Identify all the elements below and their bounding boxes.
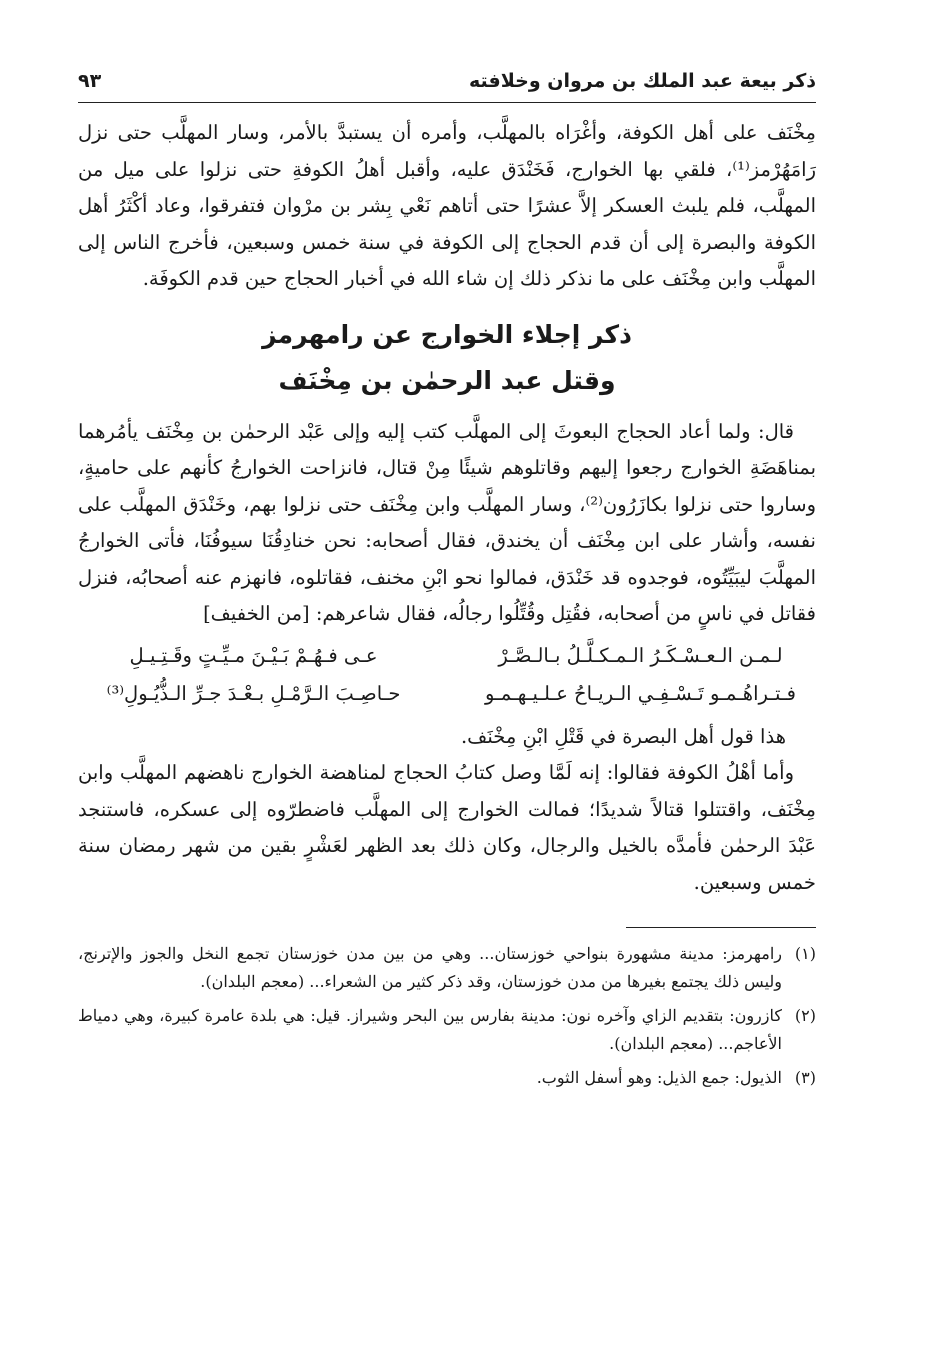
- body-paragraph-3: وأما أهْلُ الكوفة فقالوا: إنه لَمَّا وصل كتابُ الحجاج لمناهضة الخوارج ناهضهم المهلَّب وابن مِخْنَف، واقتتلوا قتالاً شديدًا؛ فمالت الخوارج إلى المهلَّب فاضطرّوه إلى عسكره، فاستنجد عَبْدَ الرحمٰن فأمدَّه بالخيل والرجال، وكان ذلك بعد الظهر لعَشْرٍ بقين من شهر رمضان سنة خمس وسبعين.: [78, 761, 816, 894]
- book-page: [78, 62, 816, 1352]
- poem-attribution: هذا قول أهل البصرة في قَتْلِ ابْنِ مِخْنَف.: [460, 724, 786, 748]
- footnote: [78, 1064, 816, 1092]
- footnote: [78, 1002, 816, 1058]
- section-heading-line-1: ذكر إجلاء الخوارج عن رامهرمز: [262, 319, 632, 349]
- footnote-number: (٣): [794, 1068, 816, 1087]
- body-paragraph-1: مِخْنَف على أهل الكوفة، وأغْرَاه بالمهلَّب، وأمره أن يستبدَّ بالأمر، وسار المهلَّب حتى نزل رَامَهُرْمز⁽¹⁾، فلقي بها الخوارج، فَخَنْدَق عليه، وأقبل أهلُ الكوفةِ حتى نزلوا على ميل من المهلَّب، فلم يلبث العسكر إلاَّ عشرًا حتى أتاهم نَعْي بِشر بن مرْوان فتفرقوا، وعاد أكْثَرُ أهل الكوفة والبصرة إلى أن قدم الحجاج إلى الكوفة في سنة خمس وسبعين، فأخرج الناس إلى المهلَّب وابن مِخْنَف على ما نذكر ذلك إن شاء الله في أخبار الحجاج حين قدم الكوفَة.: [78, 121, 816, 290]
- footnote-separator: [626, 927, 816, 928]
- poem-block: [78, 637, 816, 713]
- verse-right-hemistich: فـتـراهُـمـو تَـسْـفِـي الـريـاحُ عـلـيـهـمـو: [484, 681, 796, 705]
- footnote-text: كازرون: بتقديم الزاي وآخره نون: مدينة بفارس بين البحر وشيراز. قيل: هي بلدة عامرة كبيرة، وهي دمياط الأعاجم... (معجم البلدان).: [78, 1006, 782, 1053]
- footnote-number: (٢): [794, 1006, 816, 1025]
- running-title: ذكر بيعة عبد الملك بن مروان وخلافته: [469, 70, 816, 92]
- section-heading: [78, 312, 816, 404]
- running-header: [78, 62, 816, 103]
- footnote-text: الذيول: جمع الذيل: وهو أسفل الثوب.: [536, 1068, 782, 1087]
- footnote: [78, 940, 816, 996]
- poem-verse: [78, 675, 816, 713]
- poem-verse: [78, 637, 816, 675]
- verse-left-hemistich: عـى فـهُـمْ بَـيْـنَ مـيِّـتٍ وقَـتِـيـلِ: [129, 643, 378, 667]
- section-heading-line-2: وقتل عبد الرحمٰن بن مِخْنَف: [278, 365, 616, 395]
- footnote-number: (١): [794, 944, 816, 963]
- verse-right-hemistich: لـمـن الـعـسْـكَـرُ الـمـكـلَّـلُ بـالـصَّـرْ: [498, 643, 783, 667]
- page-number: ٩٣: [78, 70, 102, 92]
- body-paragraph-2: قال: ولما أعاد الحجاج البعوثَ إلى المهلَّب كتب إليه وإلى عَبْد الرحمٰن بن مِخْنَف يأمُرهما بمناهَضَةِ الخوارج رجعوا إليهم وقاتلوهم شيئًا مِنْ قتال، فانزاحت الخوارجُ كأنهم على حاميةٍ، وساروا حتى نزلوا بكازَرُون⁽²⁾، وسار المهلَّب وابن مِخْنَف حتى نزلوا بهم، وخَنْدَق المهلَّب على نفسه، وأشار على ابن مِخْنَف أن يخندق، فقال أصحابه: نحن خنادِقُنَا سيوفُنَا، فأتى الخوارجُ المهلَّبَ ليبَيِّتُوه، فوجدوه قد خَنْدَق، فمالوا نحو ابْنِ مخنف، فقاتلوه، فانهزم عنه أصحابُه، فنزل فقاتل في ناسٍ من أصحابه، فقُتِل وقُتِّلُوا رجالُه، فقال شاعرهم: [من الخفيف]: [78, 419, 817, 625]
- footnote-text: رامهرمز: مدينة مشهورة بنواحي خوزستان... وهي من بين مدن خوزستان تجمع النخل والجوز والإترنج، وليس ذلك يجتمع بغيرها من مدن خوزستان، وقد ذكر كثير من الشعراء... (معجم البلدان).: [78, 944, 782, 991]
- verse-left-hemistich: حـاصِـبَ الـرَّمْـلِ بـعْـدَ جـرِّ الـذُّيُـولِ⁽³⁾: [106, 681, 401, 705]
